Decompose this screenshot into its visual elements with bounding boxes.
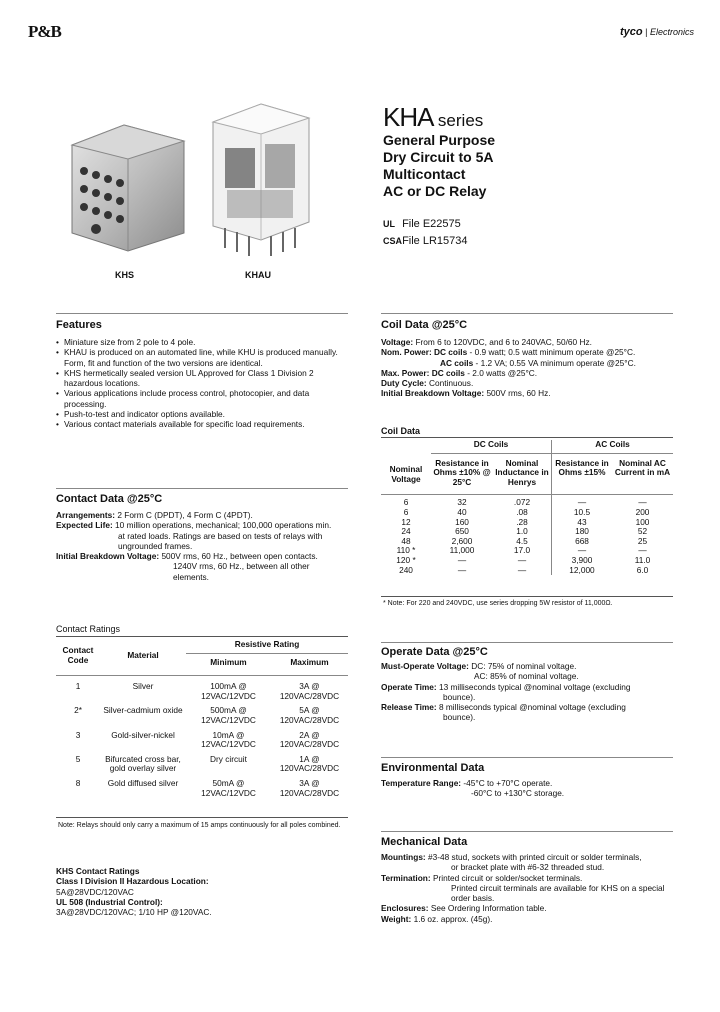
list-item: • KHAU is produced on an automated line, while KHU is produced manually. Form, fit and function of the two versions are identical. (56, 347, 348, 368)
cell-code: 1 (75, 681, 81, 692)
row-label: Expected Life: (56, 520, 113, 531)
operate-data-rule (381, 642, 673, 643)
cell: 6.0 (636, 564, 649, 575)
col-header-resistive: Resistive Rating (186, 640, 348, 653)
row-label: Nom. Power: DC coils (381, 347, 468, 358)
col-header-res-ac: Resistance in Ohms ±15% (552, 453, 613, 491)
mov-ac: AC: 85% of nominal voltage. (474, 671, 579, 682)
row-text: elements. (173, 571, 209, 582)
contact-ratings-table (56, 640, 348, 808)
list-item: • Push-to-test and indicator options available. (56, 409, 348, 419)
termination-text: Printed circuit or solder/socket terminals. (432, 872, 583, 883)
mountings-text: or bracket plate with #6-32 threaded stud. (451, 862, 605, 873)
khs-ul-title: UL 508 (Industrial Control): (56, 896, 163, 907)
termination-text: order basis. (451, 893, 495, 904)
col-header-code: Contact Code (62, 645, 94, 665)
cell-max: 1A @ 120VAC/28VDC (279, 753, 340, 774)
cell-code: 5 (75, 753, 81, 764)
cell: 24 (401, 526, 411, 537)
cell: 43 (552, 518, 613, 528)
cell: 11.0 (634, 554, 651, 565)
contact-breakdown-voltage (56, 551, 356, 561)
product-subtitle (383, 132, 683, 200)
cell: 650 (455, 526, 469, 537)
cell: .072 (513, 497, 531, 508)
list-item: • Various contact materials available for specific load requirements. (56, 419, 348, 429)
coil-table-title: Coil Data (381, 426, 421, 436)
col-header-min: Minimum (210, 656, 247, 667)
features-list (56, 337, 348, 430)
operate-data-body (381, 661, 681, 723)
col-header-dc: DC Coils (431, 440, 552, 453)
row-text: at rated loads. Ratings are based on tests of relays with (118, 530, 323, 541)
row-text: From 6 to 120VDC, and 6 to 240VAC, 50/60 Hz. (415, 337, 592, 347)
cell-material: Silver-cadmium oxide (103, 705, 183, 716)
table-row (381, 566, 673, 576)
cell: 40 (457, 506, 467, 517)
coil-table (381, 440, 673, 575)
cell: — (552, 495, 613, 508)
cell-max: 3A @ 120VAC/28VDC (279, 777, 340, 798)
cell-material: Silver (132, 681, 154, 692)
coil-table-rule-top (381, 437, 673, 438)
subtitle-line: General Purpose (383, 132, 496, 148)
khs-ratings (56, 866, 212, 917)
cell: — (552, 546, 613, 556)
subtitle-line: Multicontact (383, 166, 466, 182)
coil-table-rule-bottom (381, 596, 673, 597)
cell: 110 * (396, 545, 416, 556)
cell: — (457, 554, 467, 565)
tyco-logo: tyco | Electronics (620, 26, 694, 38)
cell-material: Bifurcated cross bar, gold overlay silver (105, 753, 181, 774)
weight-text: 1.6 oz. approx. (45g). (413, 913, 493, 924)
khs-relay-photo (62, 115, 190, 255)
row-text: ungrounded frames. (118, 540, 193, 551)
cell: .28 (516, 516, 528, 527)
cell: 4.5 (516, 535, 528, 546)
row-text: - 0.9 watt; 0.5 watt minimum operate @25°C. (469, 347, 636, 358)
env-data-title: Environmental Data (381, 762, 485, 774)
cell: 11,000 (449, 545, 475, 556)
row-text: 1240V rms, 60 Hz., between all other (173, 561, 310, 572)
coil-data-body (381, 337, 681, 399)
khs-ul-value: 3A@28VDC/120VAC; 1/10 HP @120VAC. (56, 907, 212, 918)
table-row (381, 546, 673, 556)
table-row (56, 774, 348, 808)
photo-label-khs: KHS (115, 270, 135, 280)
khs-title: KHS Contact Ratings (56, 866, 140, 876)
cell-code: 3 (75, 729, 81, 740)
row-text: 10 million operations, mechanical; 100,000 operations min. (115, 520, 332, 531)
mech-data-body (381, 852, 681, 924)
col-header-inductance: Nominal Inductance in Henrys (495, 457, 549, 487)
ul-mark-icon: UL (383, 219, 395, 229)
col-header-nominal: Nominal Voltage (389, 464, 423, 484)
cell: 2,600 (451, 535, 473, 546)
weight-label: Weight: (381, 913, 412, 924)
cell-material: Gold-silver-nickel (111, 729, 175, 740)
cell-code: 2* (74, 705, 82, 716)
coil-data-rule (381, 313, 673, 314)
list-item: • Miniature size from 2 pole to 4 pole. (56, 337, 348, 347)
temp-range-text: -45°C to +70°C operate. (463, 778, 553, 788)
row-label: Arrangements: (56, 510, 116, 520)
contact-data-rule (56, 488, 348, 489)
env-data-body (381, 778, 681, 799)
cell: — (457, 564, 467, 575)
contact-ratings-note: Note: Relays should only carry a maximum of 15 amps continuously for all poles combined. (58, 822, 341, 829)
termination-text: Printed circuit terminals are available for KHS on a special (451, 882, 665, 893)
cell-max: 2A @ 120VAC/28VDC (279, 729, 340, 750)
contact-data-title: Contact Data @25°C (56, 493, 163, 505)
cell: 160 (455, 516, 469, 527)
temp-range-label: Temperature Range: (381, 778, 462, 788)
khau-relay-photo (205, 98, 315, 260)
mov-dc: DC: 75% of nominal voltage. (471, 661, 577, 671)
cell: — (517, 554, 527, 565)
contact-ratings-rule-bottom (56, 817, 348, 818)
row-text: 500V rms, 60 Hz., between open contacts. (161, 551, 318, 562)
cell-min: 500mA @ 12VAC/12VDC (201, 705, 256, 725)
cell: 48 (401, 535, 411, 546)
env-data-rule (381, 757, 673, 758)
contact-arrangements (56, 510, 356, 520)
cell-min: 10mA @ 12VAC/12VDC (201, 729, 256, 750)
row-label: Initial Breakdown Voltage: (381, 388, 485, 399)
file-csa (383, 235, 468, 247)
cell: 12,000 (552, 566, 613, 576)
cell: — (517, 564, 527, 575)
cell: 668 (552, 537, 613, 547)
cell: 200 (635, 506, 650, 517)
mountings-label: Mountings: (381, 852, 426, 862)
khs-class-title: Class I Division II Hazardous Location: (56, 876, 209, 887)
table-row (381, 556, 673, 566)
enclosures-text: See Ordering Information table. (430, 903, 547, 914)
cell: — (638, 497, 647, 508)
subtitle-line: Dry Circuit to 5A (383, 149, 494, 165)
row-label: Duty Cycle: (381, 378, 427, 389)
operate-time-text: 13 milliseconds typical @nominal voltage (excluding (438, 681, 631, 692)
features-rule (56, 313, 348, 314)
pb-logo: P&B (28, 22, 61, 41)
cell: .08 (516, 506, 528, 517)
contact-ratings-title: Contact Ratings (56, 624, 121, 634)
col-header-res-dc: Resistance in Ohms ±10% @ 25°C (433, 457, 491, 487)
mountings-text: #3-48 stud, sockets with printed circuit or solder terminals, (428, 852, 642, 862)
termination-label: Termination: (381, 872, 431, 883)
list-item: • KHS hermetically sealed version UL Approved for Class 1 Division 2 hazardous locations. (56, 368, 348, 389)
series-title (383, 102, 483, 133)
contact-expected-life (56, 520, 356, 530)
col-header-current: Nominal AC Current in mA (614, 457, 671, 478)
cell-min: Dry circuit (210, 753, 247, 764)
list-item: • Various applications include process control, photocopier, and data processing. (56, 388, 348, 409)
cell-material: Gold diffused silver (107, 777, 179, 788)
release-time-text: 8 milliseconds typical @nominal voltage (excluding (438, 702, 626, 713)
cell: 120 * (396, 554, 416, 565)
series-word: series (437, 111, 484, 130)
table-row (56, 701, 348, 725)
contact-data-body (56, 510, 356, 582)
features-title: Features (56, 319, 102, 331)
mech-data-title: Mechanical Data (381, 836, 468, 848)
coil-table-note: * Note: For 220 and 240VDC, use series dropping 5W resistor of 11,000Ω. (383, 600, 613, 607)
row-label: Initial Breakdown Voltage: (56, 551, 160, 562)
cell: 25 (637, 535, 648, 546)
subtitle-line: AC or DC Relay (383, 183, 487, 199)
cell: 6 (403, 506, 409, 517)
enclosures-label: Enclosures: (381, 903, 429, 914)
cell: — (638, 545, 647, 556)
col-header-max: Maximum (290, 656, 329, 667)
csa-mark-icon: CSA (383, 236, 403, 246)
cell: 17.0 (513, 545, 531, 556)
cell: 32 (457, 497, 467, 508)
cell: 240 (399, 564, 413, 575)
mech-data-rule (381, 831, 673, 832)
coil-data-title: Coil Data @25°C (381, 319, 468, 331)
tyco-brand: tyco (620, 26, 643, 38)
table-row (56, 750, 348, 774)
table-row (381, 495, 673, 508)
row-text: 500V rms, 60 Hz. (486, 388, 551, 399)
cell: 6 (403, 497, 409, 508)
release-time-text: bounce). (443, 712, 476, 723)
row-text: - 1.2 VA; 0.55 VA minimum operate @25°C. (475, 357, 636, 368)
mov-label: Must-Operate Voltage: (381, 661, 469, 671)
row-label: Voltage: (381, 337, 414, 347)
operate-data-title: Operate Data @25°C (381, 646, 488, 658)
cell: 10.5 (552, 508, 613, 518)
file-ul (383, 218, 461, 230)
cell: 52 (637, 526, 648, 537)
temp-range-text: -60°C to +130°C storage. (471, 788, 565, 799)
cell: 12 (401, 516, 411, 527)
col-header-material: Material (127, 650, 159, 660)
col-header-ac: AC Coils (552, 440, 674, 453)
release-time-label: Release Time: (381, 702, 437, 713)
operate-time-text: bounce). (443, 691, 476, 702)
photo-label-khau: KHAU (245, 270, 271, 280)
series-code: KHA (383, 102, 434, 132)
cell-max: 3A @ 120VAC/28VDC (279, 681, 340, 701)
row-label: Max. Power: DC coils (381, 367, 465, 378)
row-text: - 2.0 watts @25°C. (467, 367, 538, 378)
table-row (56, 726, 348, 750)
file-ul-text: File E22575 (402, 218, 461, 230)
cell-max: 5A @ 120VAC/28VDC (279, 705, 340, 725)
cell: 3,900 (552, 556, 613, 566)
cell: 1.0 (516, 526, 528, 537)
file-csa-text: File LR15734 (402, 235, 468, 247)
operate-time-label: Operate Time: (381, 681, 437, 692)
row-text: Continuous. (428, 378, 474, 389)
cell: 180 (552, 527, 613, 537)
tyco-brand-suffix: Electronics (649, 27, 694, 37)
khs-class-value: 5A@28VDC/120VAC (56, 886, 134, 897)
row-label: AC coils (440, 357, 474, 368)
cell: 100 (635, 516, 650, 527)
contact-ratings-rule-top (56, 636, 348, 637)
cell-code: 8 (75, 777, 81, 788)
cell-min: 100mA @ 12VAC/12VDC (201, 681, 256, 701)
row-text: 2 Form C (DPDT), 4 Form C (4PDT). (117, 510, 253, 520)
table-row (56, 676, 348, 702)
cell-min: 50mA @ 12VAC/12VDC (201, 777, 256, 798)
